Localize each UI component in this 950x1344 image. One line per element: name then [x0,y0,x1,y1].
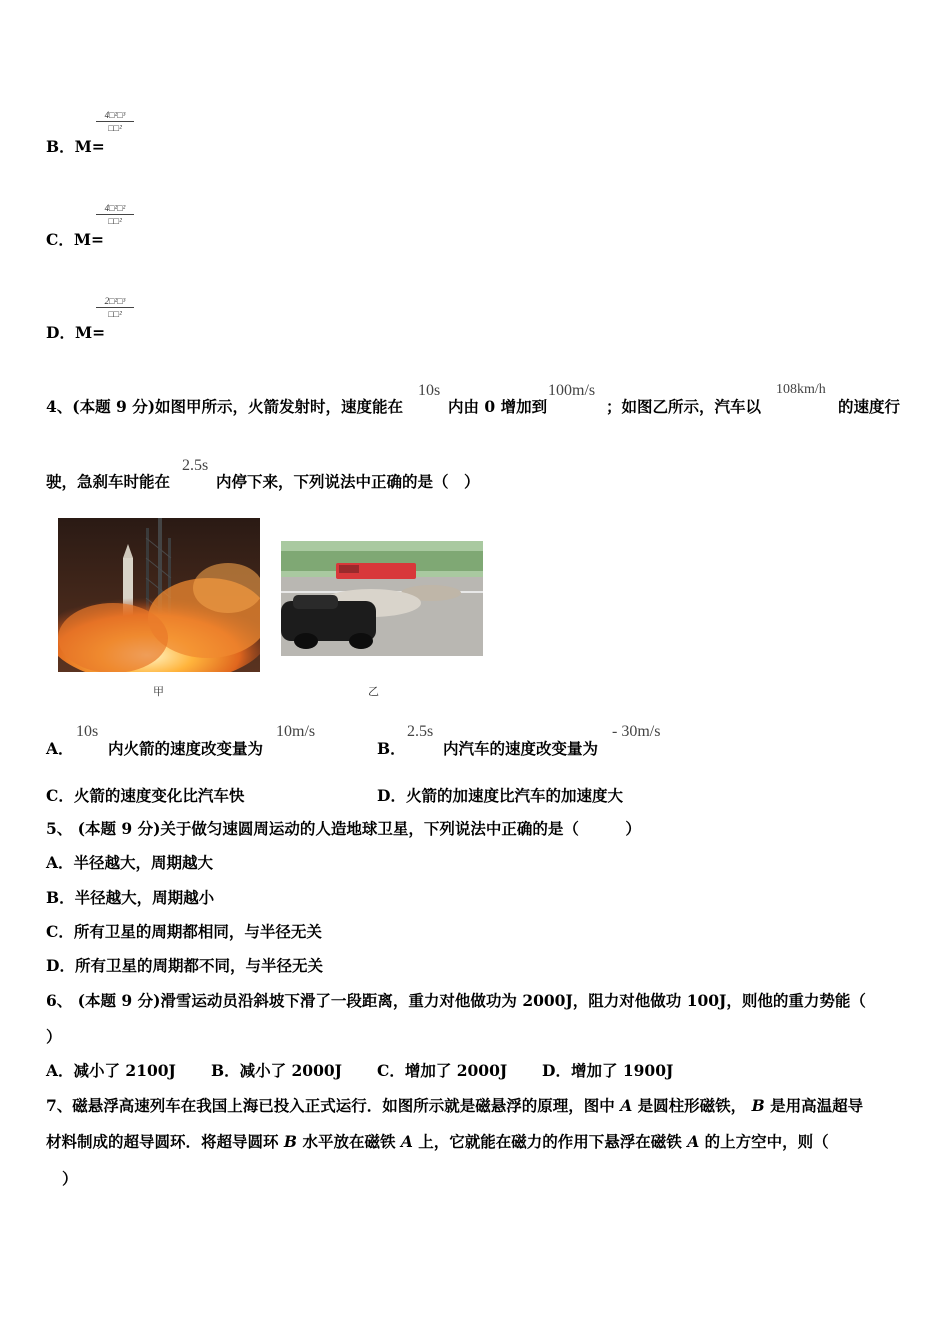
q3-option-c-label: C．M= [46,230,104,249]
q4-stem-part2: 内由 0 增加到 [448,397,548,416]
q4-option-a-text: 内火箭的速度改变量为 [108,739,264,758]
q4-option-a-label: A． [46,739,74,758]
q7-label-a-2: A [400,1132,413,1151]
photo-caption-yi: 乙 [368,685,379,698]
q7-label-b-2: B [283,1132,298,1151]
q3-option-b-fraction [96,110,134,133]
q7-l2d: 的上方空中，则（ [704,1132,829,1151]
q4-option-a-value: 10m/s [276,723,316,740]
q7-l1b: 是圆柱形磁铁， [637,1096,747,1115]
q4-option-b-label: B． [377,739,406,758]
q5-stem: 5、 (本题 9 分)关于做匀速圆周运动的人造地球卫星，下列说法中正确的是（ ） [46,819,641,838]
photo-caption-jia: 甲 [153,685,164,698]
q7-l2c: 上，它就能在磁力的作用下悬浮在磁铁 [418,1132,682,1151]
q4-time-car: 2.5s [182,457,209,474]
q4-option-b-value: - 30m/s [612,723,661,740]
q4-option-a-time: 10s [76,723,99,740]
q7-l1a: 7、磁悬浮高速列车在我国上海已投入正式运行．如图所示就是磁悬浮的原理，图中 [46,1096,615,1115]
q3-option-b-label: B．M= [46,137,105,156]
q3-option-b-num: 4□²□³ [104,110,126,120]
q6-stem-close: ） [46,1027,62,1046]
q4-stem-line2b: 内停下来，下列说法中正确的是（ ） [216,472,480,491]
q4-time-rocket: 10s [418,382,441,399]
q4-stem-part3: ；如图乙所示，汽车以 [606,397,762,416]
q7-stem-line2 [46,1130,829,1152]
rocket-launch-photo [58,518,260,672]
q7-label-a: A [620,1096,633,1115]
car-highway-photo [281,541,483,656]
q6-option-b: B．减小了 2000J [211,1061,342,1080]
q6-option-a: A．减小了 2100J [46,1061,176,1080]
q7-l2a: 材料制成的超导圆环．将超导圆环 [46,1132,279,1151]
q4-option-c: C．火箭的速度变化比汽车快 [46,786,245,805]
q4-stem-part4: 的速度行 [838,397,901,416]
q4-stem-part1: 4、(本题 9 分)如图甲所示，火箭发射时，速度能在 [46,397,404,416]
q6-stem: 6、 (本题 9 分)滑雪运动员沿斜坡下滑了一段距离，重力对他做功为 2000J，阻力对他做功 100J，则他的重力势能（ [46,991,866,1010]
q3-option-c-den: □□² [108,216,122,226]
q5-option-a: A．半径越大，周期越大 [46,853,214,872]
q3-option-d-den: □□² [108,309,122,319]
q3-option-c-fraction [96,203,134,226]
q5-option-b: B．半径越大，周期越小 [46,888,215,907]
q4-stem-line2a: 驶，急刹车时能在 [46,472,171,491]
q5-option-d: D．所有卫星的周期都不同，与半径无关 [46,956,323,975]
q3-option-d-label: D．M= [46,323,106,342]
q3-option-d-fraction [96,296,134,319]
q4-speed-car: 108km/h [776,382,826,397]
q6-option-c: C．增加了 2000J [377,1061,508,1080]
q7-label-a-3: A [687,1132,700,1151]
q5-option-c: C．所有卫星的周期都相同，与半径无关 [46,922,322,941]
q3-option-c-num: 4□²□² [104,203,126,213]
q4-option-d: D．火箭的加速度比汽车的加速度大 [377,786,623,805]
q4-speed-rocket: 100m/s [548,382,596,399]
q4-option-b-time: 2.5s [407,723,434,740]
q6-option-d: D．增加了 1900J [542,1061,674,1080]
q3-option-b-den: □□² [108,123,122,133]
q7-l1c: 是用高温超导 [770,1096,864,1115]
q7-stem-line3: ） [62,1169,78,1188]
q7-l2b: 水平放在磁铁 [302,1132,396,1151]
q4-option-b-text: 内汽车的速度改变量为 [443,739,599,758]
q3-option-d-num: 2□²□³ [104,296,126,306]
q7-label-b: B [751,1096,765,1115]
q7-stem-line1 [46,1094,863,1116]
